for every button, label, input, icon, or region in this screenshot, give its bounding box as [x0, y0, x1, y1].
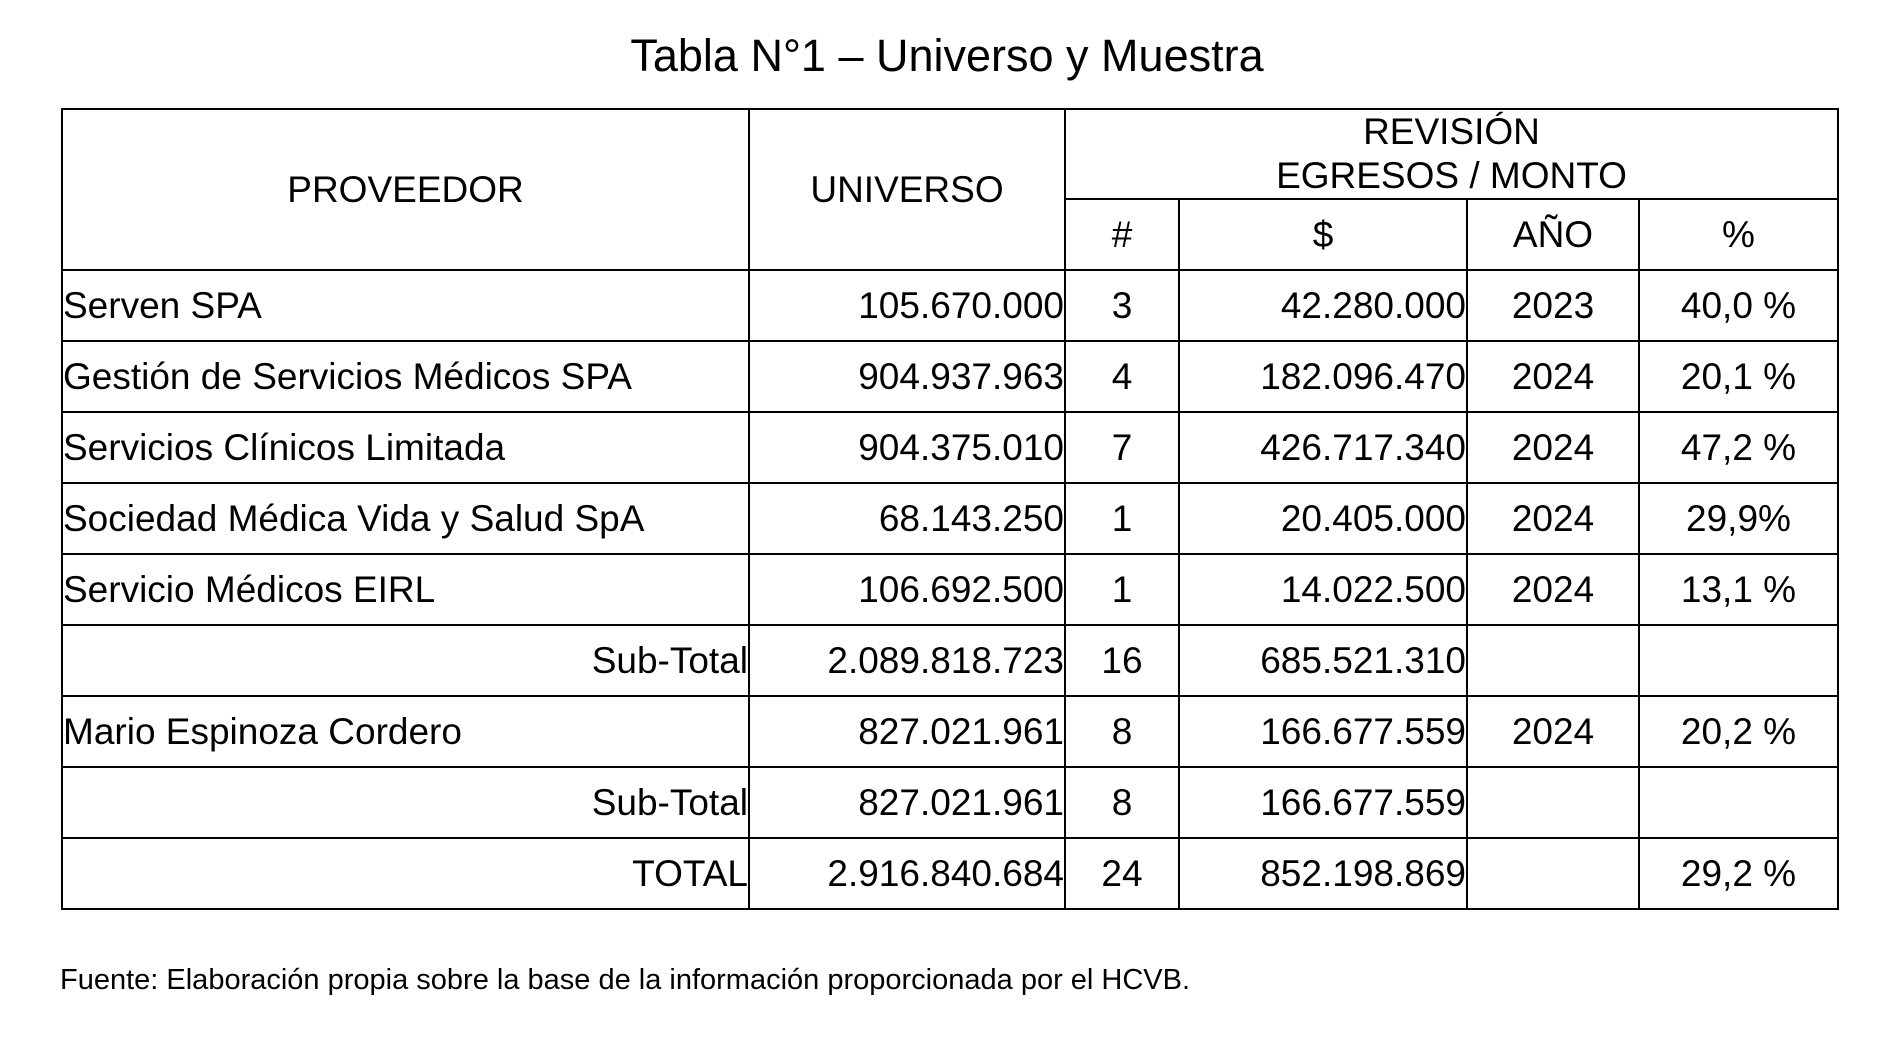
header-revision: [1065, 109, 1838, 199]
cell-count: 8: [1065, 696, 1179, 767]
subtotal-row: [62, 625, 1838, 696]
cell-year: [1467, 767, 1639, 838]
table-row: [62, 412, 1838, 483]
cell-proveedor: Sociedad Médica Vida y Salud SpA: [62, 483, 749, 554]
cell-subtotal-label: Sub-Total: [62, 625, 749, 696]
cell-proveedor: Mario Espinoza Cordero: [62, 696, 749, 767]
header-universo: UNIVERSO: [749, 109, 1065, 270]
cell-percent: 40,0 %: [1639, 270, 1838, 341]
cell-count: 8: [1065, 767, 1179, 838]
cell-universo: 106.692.500: [749, 554, 1065, 625]
cell-year: [1467, 625, 1639, 696]
cell-year: 2024: [1467, 483, 1639, 554]
table-title: Tabla N°1 – Universo y Muestra: [630, 30, 1264, 81]
header-percent: %: [1639, 199, 1838, 270]
cell-proveedor: Servicios Clínicos Limitada: [62, 412, 749, 483]
cell-total-label: TOTAL: [62, 838, 749, 909]
cell-proveedor: Servicio Médicos EIRL: [62, 554, 749, 625]
source-note: Fuente: Elaboración propia sobre la base de la información proporcionada por el HCVB.: [60, 964, 1191, 996]
header-year: AÑO: [1467, 199, 1639, 270]
cell-amount: 685.521.310: [1179, 625, 1467, 696]
subtotal-row: [62, 767, 1838, 838]
cell-universo: 904.937.963: [749, 341, 1065, 412]
cell-count: 7: [1065, 412, 1179, 483]
cell-percent: 13,1 %: [1639, 554, 1838, 625]
cell-count: 16: [1065, 625, 1179, 696]
cell-year: [1467, 838, 1639, 909]
cell-amount: 42.280.000: [1179, 270, 1467, 341]
total-row: [62, 838, 1838, 909]
header-amount: $: [1179, 199, 1467, 270]
universe-sample-table: [61, 108, 1839, 910]
table-row: [62, 270, 1838, 341]
cell-count: 24: [1065, 838, 1179, 909]
cell-percent: 29,9%: [1639, 483, 1838, 554]
header-row-1: [62, 109, 1838, 199]
cell-percent: 47,2 %: [1639, 412, 1838, 483]
cell-universo: 827.021.961: [749, 767, 1065, 838]
cell-universo: 2.089.818.723: [749, 625, 1065, 696]
cell-proveedor: Serven SPA: [62, 270, 749, 341]
cell-subtotal-label: Sub-Total: [62, 767, 749, 838]
cell-year: 2024: [1467, 554, 1639, 625]
cell-universo: 827.021.961: [749, 696, 1065, 767]
cell-universo: 2.916.840.684: [749, 838, 1065, 909]
cell-proveedor: Gestión de Servicios Médicos SPA: [62, 341, 749, 412]
cell-amount: 182.096.470: [1179, 341, 1467, 412]
cell-percent: 29,2 %: [1639, 838, 1838, 909]
cell-percent: 20,1 %: [1639, 341, 1838, 412]
header-count: #: [1065, 199, 1179, 270]
cell-year: 2023: [1467, 270, 1639, 341]
cell-amount: 426.717.340: [1179, 412, 1467, 483]
cell-year: 2024: [1467, 412, 1639, 483]
cell-count: 4: [1065, 341, 1179, 412]
table-row: [62, 341, 1838, 412]
table-row: [62, 483, 1838, 554]
header-proveedor: PROVEEDOR: [62, 109, 749, 270]
cell-amount: 20.405.000: [1179, 483, 1467, 554]
cell-percent: 20,2 %: [1639, 696, 1838, 767]
cell-universo: 904.375.010: [749, 412, 1065, 483]
table-row: [62, 554, 1838, 625]
cell-count: 3: [1065, 270, 1179, 341]
header-revision-line2: EGRESOS / MONTO: [1276, 155, 1627, 196]
cell-universo: 68.143.250: [749, 483, 1065, 554]
cell-amount: 852.198.869: [1179, 838, 1467, 909]
cell-amount: 166.677.559: [1179, 696, 1467, 767]
cell-percent: [1639, 625, 1838, 696]
header-revision-line1: REVISIÓN: [1363, 111, 1540, 152]
cell-universo: 105.670.000: [749, 270, 1065, 341]
cell-year: 2024: [1467, 696, 1639, 767]
cell-percent: [1639, 767, 1838, 838]
cell-amount: 166.677.559: [1179, 767, 1467, 838]
cell-amount: 14.022.500: [1179, 554, 1467, 625]
cell-count: 1: [1065, 554, 1179, 625]
cell-count: 1: [1065, 483, 1179, 554]
table-row: [62, 696, 1838, 767]
cell-year: 2024: [1467, 341, 1639, 412]
